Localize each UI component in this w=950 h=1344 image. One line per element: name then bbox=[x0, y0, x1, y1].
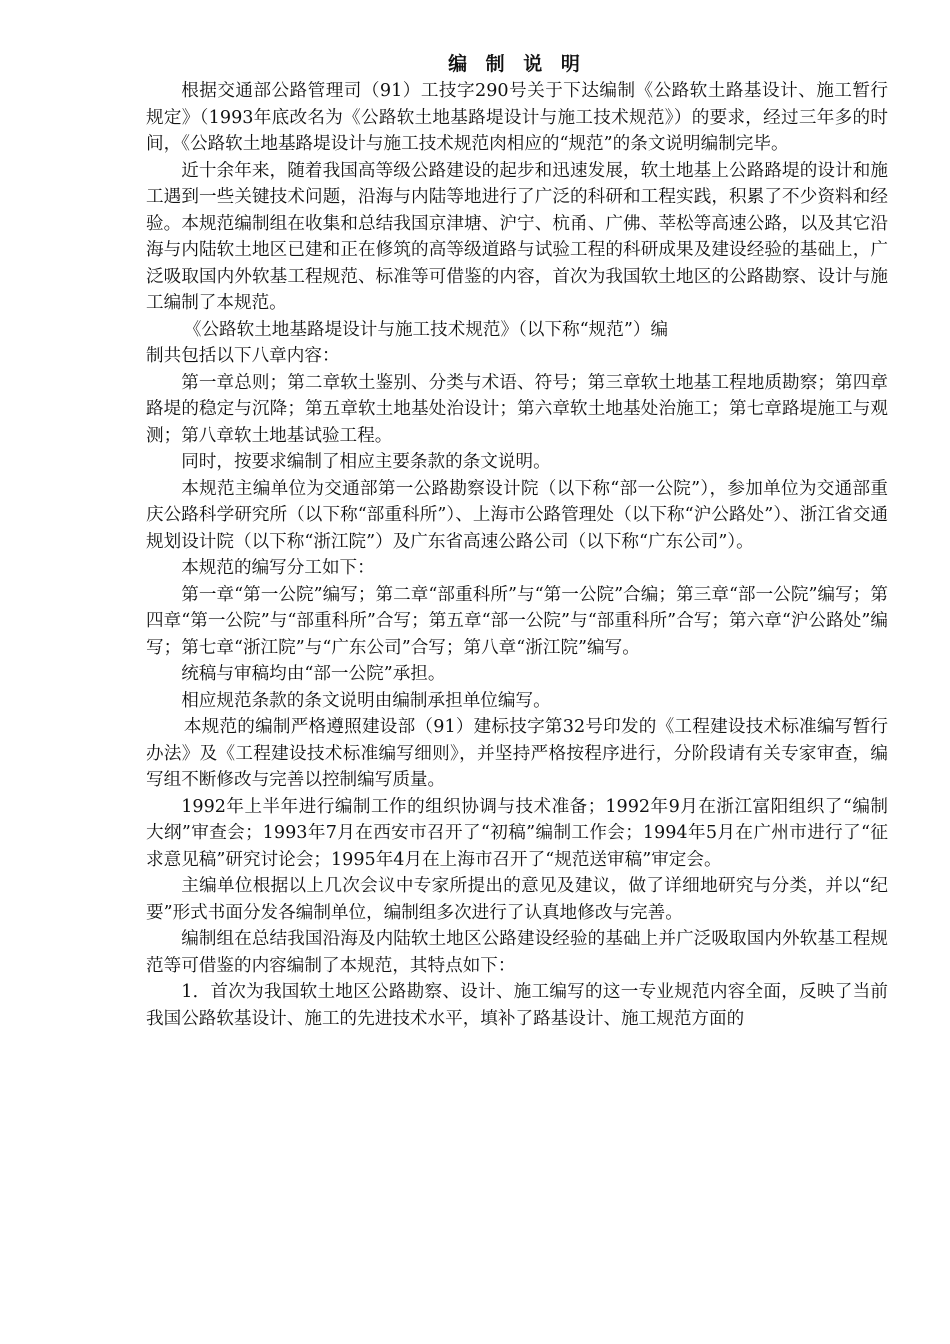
paragraph-clause-writing: 相应规范条款的条文说明由编制承担单位编写。 bbox=[181, 690, 551, 711]
paragraph-features-lead: 编制组在总结我国沿海及内陆软土地区公路建设经验的基础上并广泛吸取国内外软基工程规范等可借鉴的内容编制了本规范，其特点如下： bbox=[146, 929, 888, 976]
paragraph-units: 本规范主编单位为交通部第一公路勘察设计院（以下称“部一公院”），参加单位为交通部重庆公路科学研究所（以下称“部重科所”）、上海市公路管理处（以下称“沪公路处”）、浙江省交通规划设计院（以下称“浙江院”）及广东省高速公路公司（以下称“广东公司”）。 bbox=[146, 478, 888, 552]
paragraph-spec-name: 《公路软土地基路堤设计与施工技术规范》（以下称“规范”）编 bbox=[183, 319, 669, 340]
paragraph-clause-notes: 同时，按要求编制了相应主要条款的条文说明。 bbox=[181, 452, 551, 472]
paragraph-feature-1: 1．首次为我国软土地区公路勘察、设计、施工编写的这一专业规范内容全面，反映了当前我国公路软基设计、施工的先进技术水平，填补了路基设计、施工规范方面的 bbox=[146, 982, 888, 1029]
document-title: 编 制 说 明 bbox=[448, 53, 586, 75]
paragraph-timeline: 1992年上半年进行编制工作的组织协调与技术准备；1992年9月在浙江富阳组织了“编制大纲”审查会；1993年7月在西安市召开了“初稿”编制工作会；1994年5月在广州市进行了“征求意见稿”研究讨论会；1995年4月在上海市召开了“规范送审稿”审定会。 bbox=[146, 796, 888, 870]
paragraph-review: 统稿与审稿均由“部一公院”承担。 bbox=[181, 664, 446, 684]
paragraph-intro: 根据交通部公路管理司（91）工技字290号关于下达编制《公路软土路基设计、施工暂行规定》（1993年底改名为《公路软土地基路堤设计与施工技术规范》）的要求，经过三年多的时间，《公路软土地基路堤设计与施工技术规范肉相应的“规范”的条文说明编制完毕。 bbox=[146, 81, 888, 154]
paragraph-division: 第一章“第一公院”编写；第二章“部重科所”与“第一公院”合编；第三章“部一公院”编写；第四章“第一公院”与“部重科所”合写；第五章“部一公院”与“部重科所”合写；第六章“沪公路处”编写；第七章“浙江院”与“广东公司”合写；第八章“浙江院”编写。 bbox=[146, 584, 888, 658]
paragraph-revisions: 主编单位根据以上几次会议中专家所提出的意见及建议，做了详细地研究与分类，并以“纪要”形式书面分发各编制单位，编制组多次进行了认真地修改与完善。 bbox=[146, 876, 888, 923]
paragraph-standards: 本规范的编制严格遵照建设部（91）建标技字第32号印发的《工程建设技术标准编写暂行办法》及《工程建设技术标准编写细则》，并坚持严格按程序进行，分阶段请有关专家审查，编写组不断修改与完善以控制编写质量。 bbox=[146, 717, 888, 790]
paragraph-spec-chapters-lead: 制共包括以下八章内容： bbox=[146, 346, 340, 366]
paragraph-chapter-list: 第一章总则；第二章软土鉴别、分类与术语、符号；第三章软土地基工程地质勘察；第四章路堤的稳定与沉降；第五章软土地基处治设计；第六章软土地基处治施工；第七章路堤施工与观测；第八章软土地基试验工程。 bbox=[146, 372, 888, 446]
document-page bbox=[146, 50, 888, 1032]
paragraph-background: 近十余年来，随着我国高等级公路建设的起步和迅速发展，软土地基上公路路堤的设计和施工遇到一些关键技术问题，沿海与内陆等地进行了广泛的科研和工程实践，积累了不少资料和经验。本规范编制组在收集和总结我国京津塘、沪宁、杭甬、广佛、莘松等高速公路，以及其它沿海与内陆软土地区已建和正在修筑的高等级道路与试验工程的科研成果及建设经验的基础上，广泛吸取国内外软基工程规范、标准等可借鉴的内容，首次为我国软土地区的公路勘察、设计与施工编制了本规范。 bbox=[146, 160, 888, 313]
paragraph-division-lead: 本规范的编写分工如下： bbox=[181, 558, 375, 578]
